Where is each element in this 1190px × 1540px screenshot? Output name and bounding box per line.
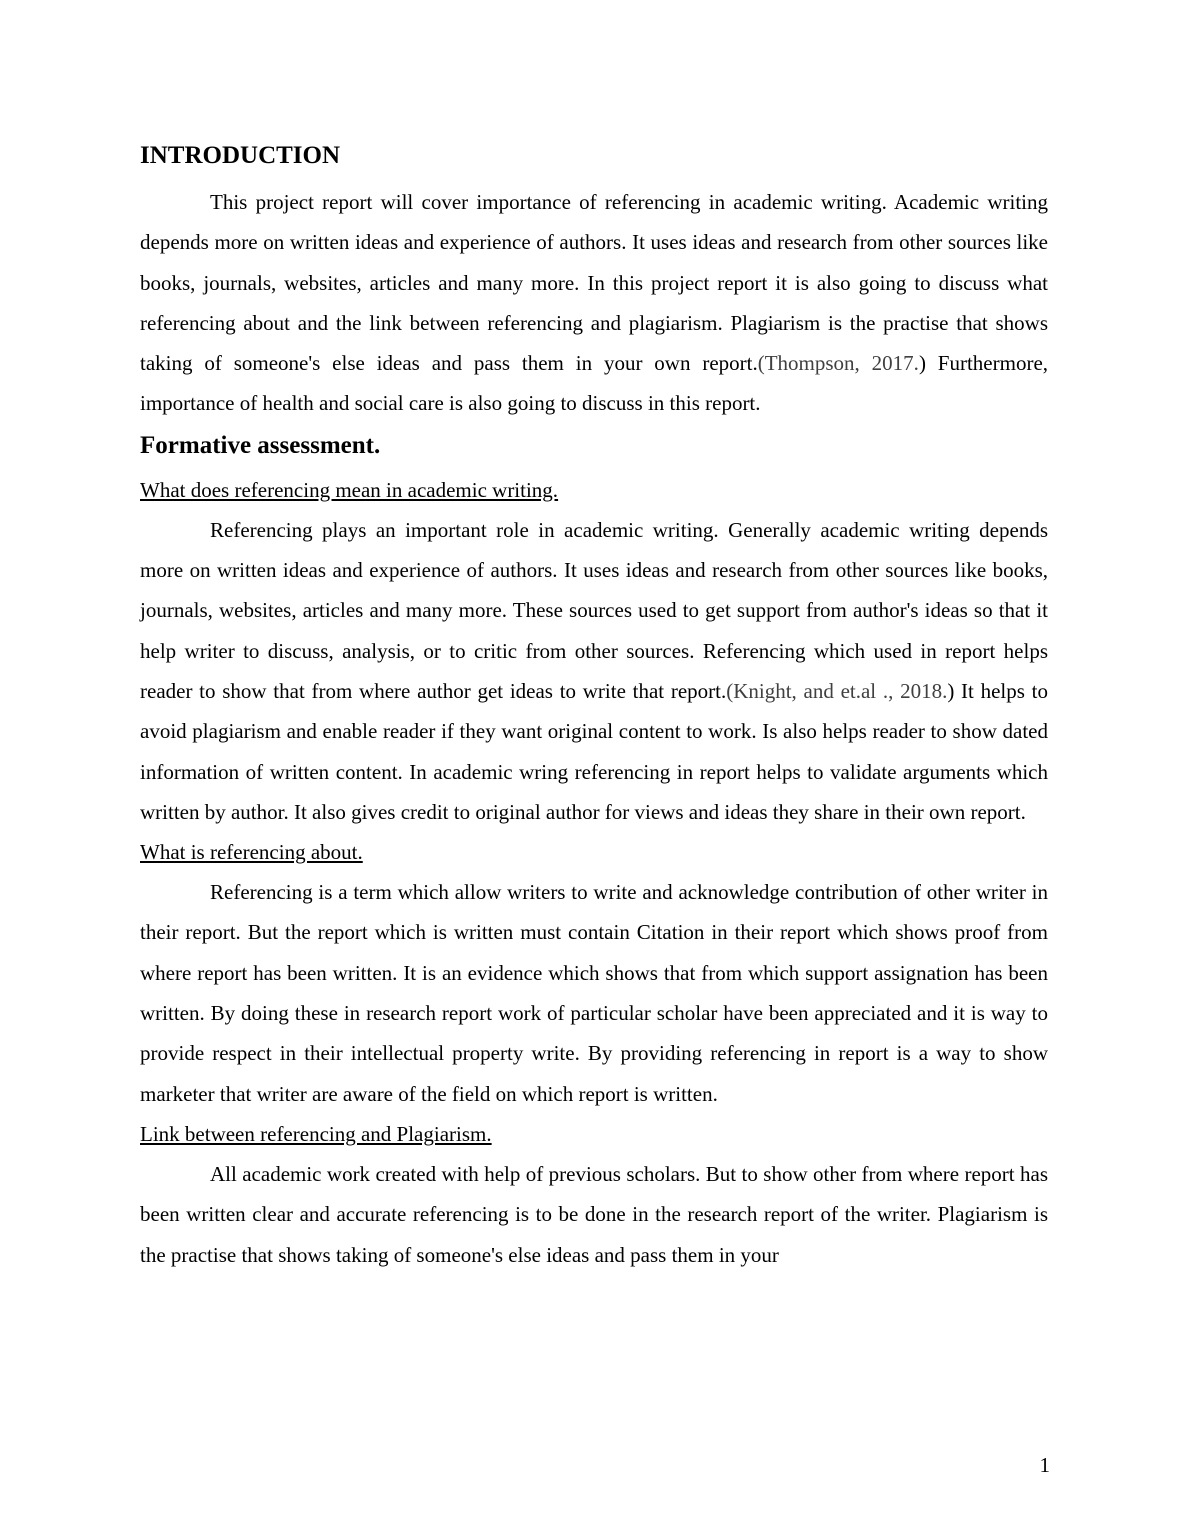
introduction-heading: INTRODUCTION xyxy=(140,142,341,169)
referencing-meaning-text-continued: ) It helps to avoid plagiarism and enable reader if they want original content to work. Is also helps reader to show dated information of written content. In academic wring referencing in report helps to validate arguments which written by author. It also gives credit to original author for views and ideas they share in their own report. xyxy=(140,678,1048,824)
referencing-meaning-subheading: What does referencing mean in academic writing. xyxy=(140,477,559,502)
introduction-text: This project report will cover importance of referencing in academic writing. Academic writing depends more on written ideas and experience of authors. It uses ideas and research from other sources like books, journals, websites, articles and many more. In this project report it is also going to discuss what referencing about and the link between referencing and plagiarism. Plagiarism is the practise that shows taking of someone's else ideas and pass them in your own report. xyxy=(140,190,1048,376)
formative-assessment-heading: Formative assessment. xyxy=(140,431,381,459)
introduction-text-continued: ) Furthermore, importance of health and social care is also going to discuss in this report. xyxy=(140,351,1049,416)
referencing-about-paragraph: Referencing is a term which allow writers to write and acknowledge contribution of other writer in their report. But the report which is written must contain Citation in their report which shows proof from where report has been written. It is an evidence which shows that from which support assignation has been written. By doing these in research report work of particular scholar have been appreciated and it is way to provide respect in their intellectual property write. By providing referencing in report is a way to show marketer that writer are aware of the field on which report is written. xyxy=(140,880,1048,1106)
referencing-meaning-paragraph xyxy=(140,510,1048,832)
referencing-plagiarism-paragraph: All academic work created with help of previous scholars. But to show other from where report has been written clear and accurate referencing is to be done in the research report of the writer. Plagiarism is the practise that shows taking of someone's else ideas and pass them in your xyxy=(140,1161,1048,1267)
referencing-meaning-text: Referencing plays an important role in academic writing. Generally academic writing depends more on written ideas and experience of authors. It uses ideas and research from other sources like books, journals, websites, articles and many more. These sources used to get support from author's ideas so that it help writer to discuss, analysis, or to critic from other sources. Referencing which used in report helps reader to show that from where author get ideas to write that report. xyxy=(140,517,1048,703)
introduction-paragraph xyxy=(140,182,1048,424)
referencing-plagiarism-subheading: Link between referencing and Plagiarism. xyxy=(140,1121,492,1146)
citation-knight: (Knight, and et.al ., 2018. xyxy=(726,678,948,703)
referencing-about-subheading: What is referencing about. xyxy=(140,840,363,865)
citation-thompson: (Thompson, 2017. xyxy=(757,351,919,376)
page-number: 1 xyxy=(1039,1453,1050,1477)
document-page xyxy=(140,138,1048,1275)
